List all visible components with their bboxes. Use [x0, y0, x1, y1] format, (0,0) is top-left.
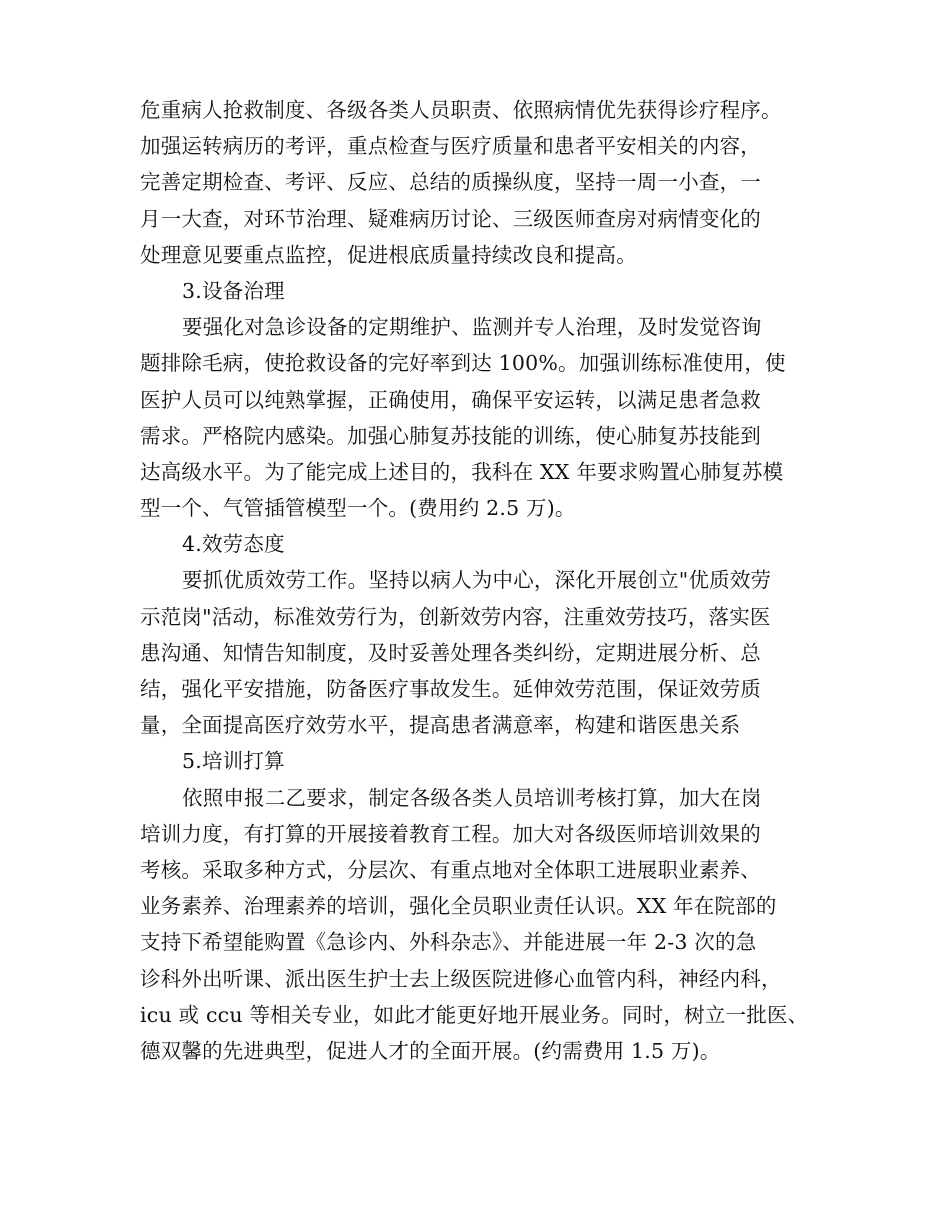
text-line: 支持下希望能购置《急诊内、外科杂志》、并能进展一年 2-3 次的急 — [140, 930, 757, 955]
text-line: 完善定期检查、考评、反应、总结的质操纵度，坚持一周一小查，一 — [140, 170, 761, 195]
text-line: 量，全面提高医疗效劳水平，提高患者满意率，构建和谐医患关系 — [140, 713, 741, 738]
text-line: icu 或 ccu 等相关专业，如此才能更好地开展业务。同时，树立一批医、 — [140, 1002, 809, 1027]
text-line: 要抓优质效劳工作。坚持以病人为中心，深化开展创立"优质效劳 — [182, 568, 772, 593]
text-line: 依照申报二乙要求，制定各级各类人员培训考核打算，加大在岗 — [182, 785, 762, 810]
text-line: 月一大查，对环节治理、疑难病历讨论、三级医师查房对病情变化的 — [140, 206, 761, 231]
text-line: 危重病人抢救制度、各级各类人员职责、依照病情优先获得诊疗程序。 — [140, 98, 782, 122]
text-line: 诊科外出听课、派出医生护士去上级医院进修心血管内科，神经内科， — [140, 966, 782, 991]
text-line: 要强化对急诊设备的定期维护、监测并专人治理，及时发觉咨询 — [182, 315, 762, 340]
section-heading-training: 5.培训打算 — [182, 749, 285, 774]
body-text — [140, 92, 840, 1069]
section-heading-service: 4.效劳态度 — [182, 532, 285, 557]
text-line: 业务素养、治理素养的培训，强化全员职业责任认识。XX 年在院部的 — [140, 894, 777, 919]
text-line: 型一个、气管插管模型一个。(费用约 2.5 万)。 — [140, 496, 576, 521]
text-line: 题排除毛病，使抢救设备的完好率到达 100%。加强训练标准使用，使 — [140, 351, 786, 376]
text-line: 患沟通、知情告知制度，及时妥善处理各类纠纷，定期进展分析、总 — [140, 640, 761, 665]
text-line: 考核。采取多种方式，分层次、有重点地对全体职工进展职业素养、 — [140, 857, 761, 882]
text-line: 培训力度，有打算的开展接着教育工程。加大对各级医师培训效果的 — [140, 821, 761, 846]
text-line: 德双馨的先进典型，促进人才的全面开展。(约需费用 1.5 万)。 — [140, 1038, 721, 1063]
text-line: 处理意见要重点监控，促进根底质量持续改良和提高。 — [140, 242, 637, 267]
text-line: 示范岗"活动，标准效劳行为，创新效劳内容，注重效劳技巧，落实医 — [140, 604, 771, 629]
text-line: 需求。严格院内感染。加强心肺复苏技能的训练，使心肺复苏技能到 — [140, 423, 761, 448]
section-heading-equipment: 3.设备治理 — [182, 278, 285, 303]
text-line: 加强运转病历的考评，重点检查与医疗质量和患者平安相关的内容， — [140, 134, 761, 159]
text-line: 结，强化平安措施，防备医疗事故发生。延伸效劳范围，保证效劳质 — [140, 677, 761, 701]
text-line: 医护人员可以纯熟掌握，正确使用，确保平安运转，以满足患者急救 — [140, 387, 761, 412]
text-line: 达高级水平。为了能完成上述目的，我科在 XX 年要求购置心肺复苏模 — [140, 459, 784, 484]
